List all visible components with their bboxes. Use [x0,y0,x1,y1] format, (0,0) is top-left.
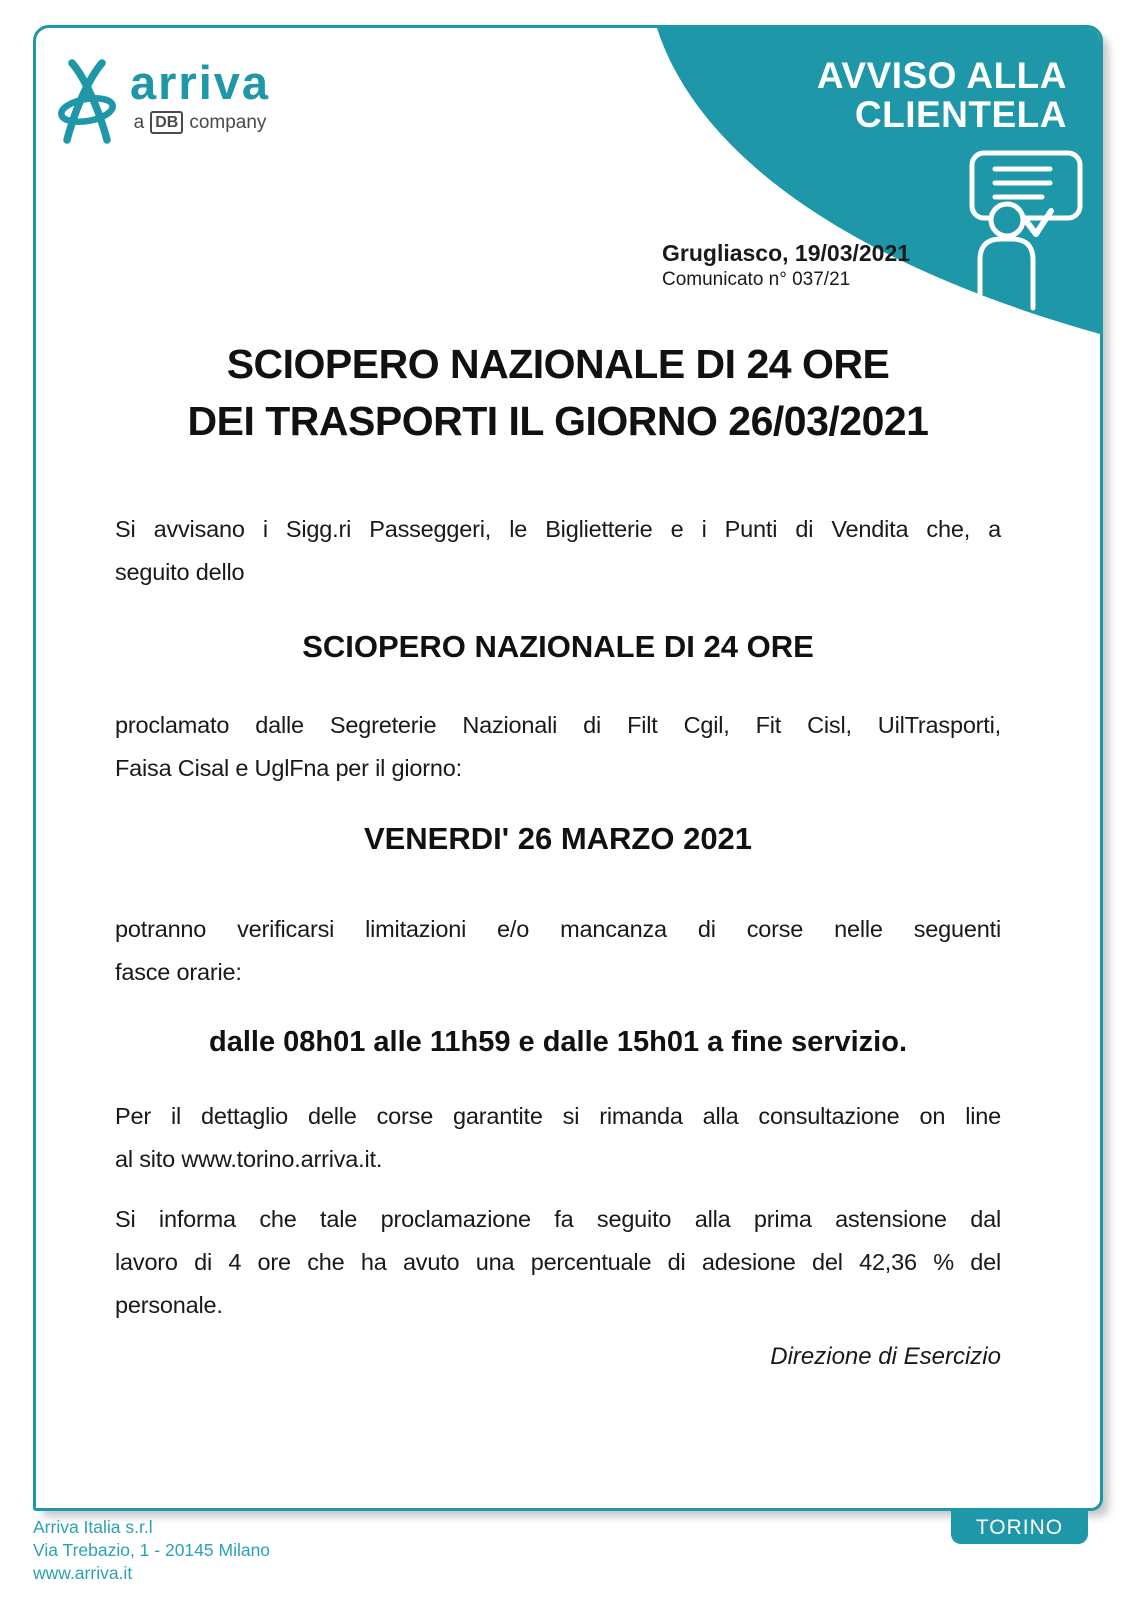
paragraph-line: Si avvisano i Sigg.ri Passeggeri, le Biglietterie e i Punti di Vendita che, a [115,516,1001,542]
arriva-logo [57,58,270,144]
signature: Direzione di Esercizio [770,1343,1001,1370]
footer-info [33,1516,270,1585]
paragraph-line: Si informa che tale proclamazione fa seguito alla prima astensione dal [115,1206,1001,1232]
banner-title-line1: AVVISO ALLA [816,55,1067,96]
bulletin-number: Comunicato n° 037/21 [662,269,851,290]
strike-times: dalle 08h01 alle 11h59 e dalle 15h01 a fine servizio. [208,1026,907,1058]
paragraph-line: Faisa Cisal e UglFna per il giorno: [115,755,462,781]
strike-date-heading: VENERDI' 26 MARZO 2021 [363,821,753,856]
arriva-logo-text [130,58,270,134]
banner-title-line2: CLIENTELA [854,94,1067,135]
logo-sub-prefix: a [133,111,145,133]
paragraph-limitations [115,908,1001,994]
db-logo-box: DB [150,111,183,134]
region-badge: TORINO [951,1511,1088,1544]
arriva-logo-word: arriva [130,56,271,109]
paragraph-line: al sito www.torino.arriva.it. [115,1146,383,1172]
date-block [662,239,910,292]
strike-heading: SCIOPERO NAZIONALE DI 24 ORE [302,629,814,664]
footer-address: Via Trebazio, 1 - 20145 Milano [33,1540,271,1560]
notice-title-line2: DEI TRASPORTI IL GIORNO 26/03/2021 [187,398,929,444]
paragraph-line: potranno verificarsi limitazioni e/o mancanza di corse nelle seguenti [115,916,1001,942]
paragraph-line: personale. [115,1292,223,1318]
paragraph-line: Per il dettaglio delle corse garantite si rimanda alla consultazione on line [115,1103,1001,1129]
paragraph-unions [115,704,1001,790]
paragraph-line: lavoro di 4 ore che ha avuto una percentuale di adesione del 42,36 % del [115,1249,1001,1275]
paragraph-line: fasce orarie: [115,959,242,985]
paragraph-intro [115,508,1001,594]
footer-website: www.arriva.it [33,1563,133,1583]
paragraph-website [115,1095,1001,1181]
arriva-logo-subtitle [134,111,267,134]
paragraph-line: seguito dello [115,559,245,585]
footer-company: Arriva Italia s.r.l [33,1517,153,1537]
logo-sub-suffix: company [189,111,267,133]
notice-title-line1: SCIOPERO NAZIONALE DI 24 ORE [226,341,890,387]
notice-frame [33,25,1103,1511]
paragraph-adhesion [115,1198,1001,1327]
notice-title [115,336,1001,450]
place-date: Grugliasco, 19/03/2021 [662,240,911,266]
banner-title [817,56,1067,134]
paragraph-line: proclamato dalle Segreterie Nazionali di Filt Cgil, Fit Cisl, UilTrasporti, [115,712,1001,738]
arriva-logo-mark-icon [57,58,117,144]
